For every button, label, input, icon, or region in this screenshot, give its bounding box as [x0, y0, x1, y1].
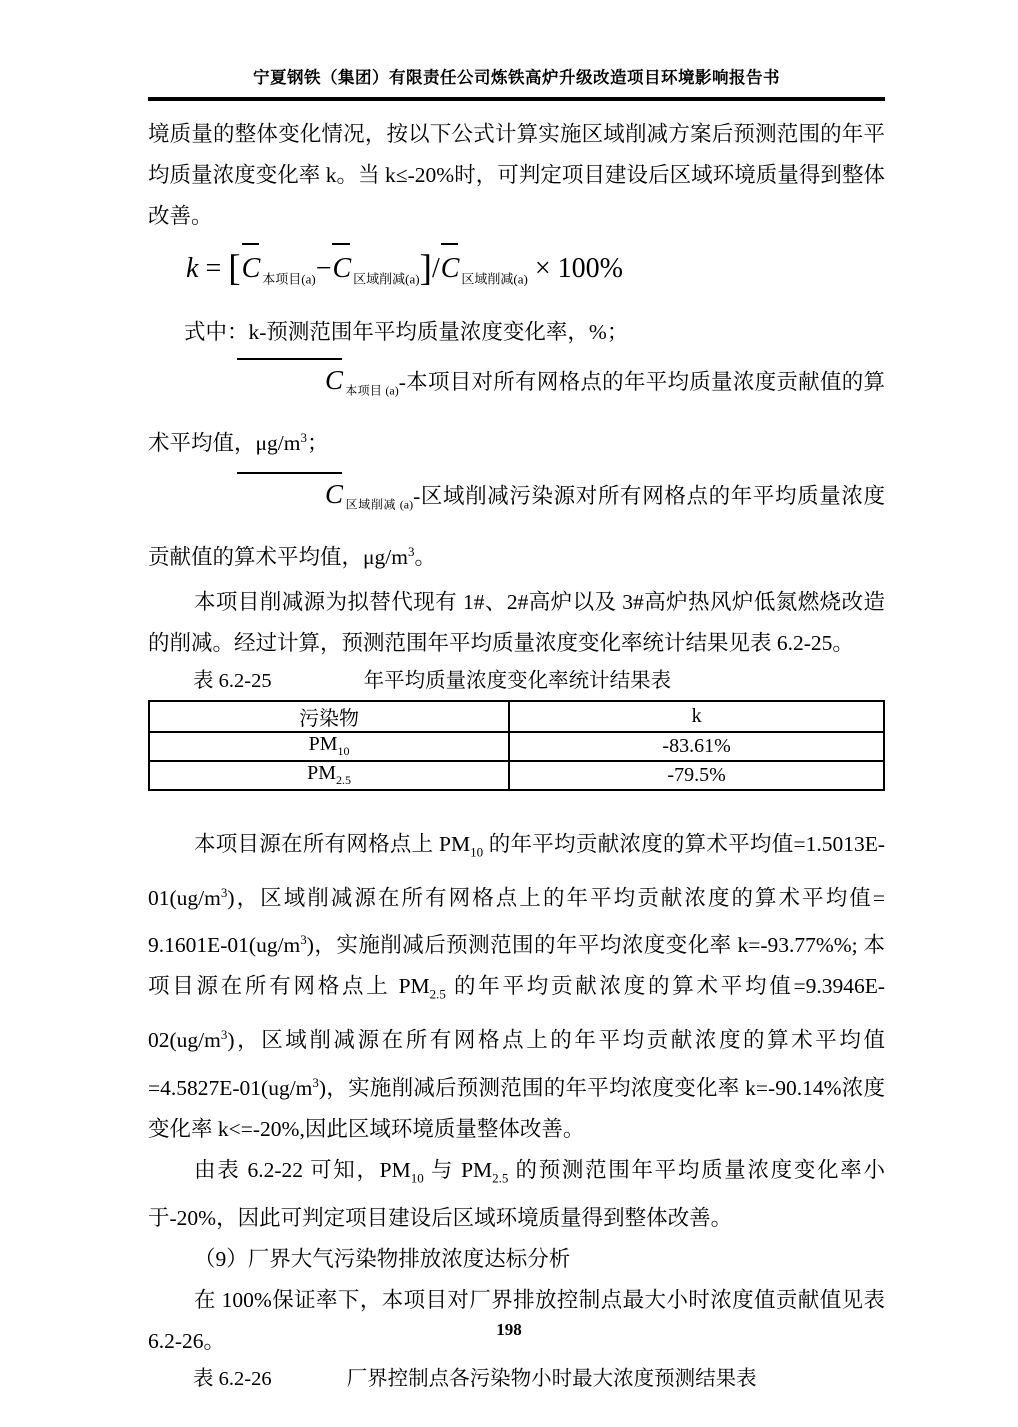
- paragraph-reduction-source: 本项目削减源为拟替代现有 1#、2#高炉以及 3#高炉热风炉低氮燃烧改造的削减。经过计算，预测范围年平均质量浓度变化率统计结果见表 6.2-25。: [148, 589, 885, 655]
- table-caption-title: 厂界控制点各污染物小时最大浓度预测结果表: [346, 1368, 757, 1391]
- table-6-2-25: [148, 700, 885, 791]
- formula-definition-k: 式中：k-预测范围年平均质量浓度变化率，%；: [184, 319, 629, 344]
- formula-definition-c-reduction: C $_{区域削减 (a)}$-区域削减污染源对所有网格点的年平均质量浓度贡献值的算术平均值，$\mu g/m^3$。: [148, 471, 885, 581]
- table-caption-label: 表 6.2-25: [193, 669, 272, 692]
- cell-pollutant-pm10: $PM_{10}$: [149, 732, 509, 761]
- table-caption-6-2-26: [148, 1364, 885, 1395]
- report-header-title: 宁夏钢铁（集团）有限责任公司炼铁高炉升级改造项目环境影响报告书: [148, 0, 885, 101]
- paragraph-boundary-intro: 在 100%保证率下，本项目对厂界排放控制点最大小时浓度值贡献值见表 6.2-26。: [148, 1288, 885, 1354]
- page-number: 198: [496, 1320, 522, 1339]
- table-row: [149, 761, 884, 790]
- table-row: [149, 732, 884, 761]
- paragraph-continuation: 境质量的整体变化情况，按以下公式计算实施区域削减方案后预测范围的年平均质量浓度变化率 k。当 k≤-20%时，可判定项目建设后区域环境质量得到整体改善。: [148, 122, 885, 228]
- table-caption-title: 年平均质量浓度变化率统计结果表: [363, 669, 672, 692]
- table-caption-6-2-25: [148, 666, 885, 697]
- table-caption-label: 表 6.2-26: [193, 1368, 272, 1391]
- cell-pollutant-pm25: $PM_{2.5}$: [149, 761, 509, 790]
- formula-definition-c-project: C $_{本项目 (a)}$-本项目对所有网格点的年平均质量浓度贡献值的算术平均值，$\mu g/m^3$；: [148, 357, 885, 467]
- col-header-k: k: [509, 701, 884, 732]
- col-header-pollutant: 污染物: [149, 701, 509, 732]
- formula-k-equation: k = [C $_{本项目(a)}$−C $_{区域削减(a)}$]/C $_{区域削减(a)}$ × 100%: [148, 242, 885, 307]
- cell-k-pm10: -83.61%: [509, 732, 884, 761]
- paragraph-conclusion: 由表 6.2-22 可知，$PM_{10}$ 与 $PM_{2.5}$ 的预测范围年平均质量浓度变化率小于-20%，因此可判定项目建设后区域环境质量得到整体改善。: [148, 1157, 885, 1231]
- page-content: [148, 0, 885, 1395]
- section-heading-9: （9）厂界大气污染物排放浓度达标分析: [194, 1247, 571, 1272]
- table-header-row: [149, 701, 884, 732]
- paragraph-pm-results: 本项目源在所有网格点上 $PM_{10}$ 的年平均贡献浓度的算术平均值$=1.5013E-01(ug/m^3)$，区域削减源在所有网格点上的年平均贡献浓度的算术平均值= $9.1601E-01(ug/m^3)$，实施削减后预测范围的年平均浓度变化率 k=-93.77%%; 本项目源在所有网格点上 $PM_{2.5}$ 的年平均贡献浓度的算术平均值$=9.3946E-02(ug/m^3)$，区域削减源在所有网格点上的年平均贡献浓度的算术平均值$=4.5827E-01(ug/m^3)$，实施削减后预测范围的年平均浓度变化率 k=-90.14%浓度变化率 k<=-20%,因此区域环境质量整体改善。: [148, 831, 886, 1141]
- cell-k-pm25: -79.5%: [509, 761, 884, 790]
